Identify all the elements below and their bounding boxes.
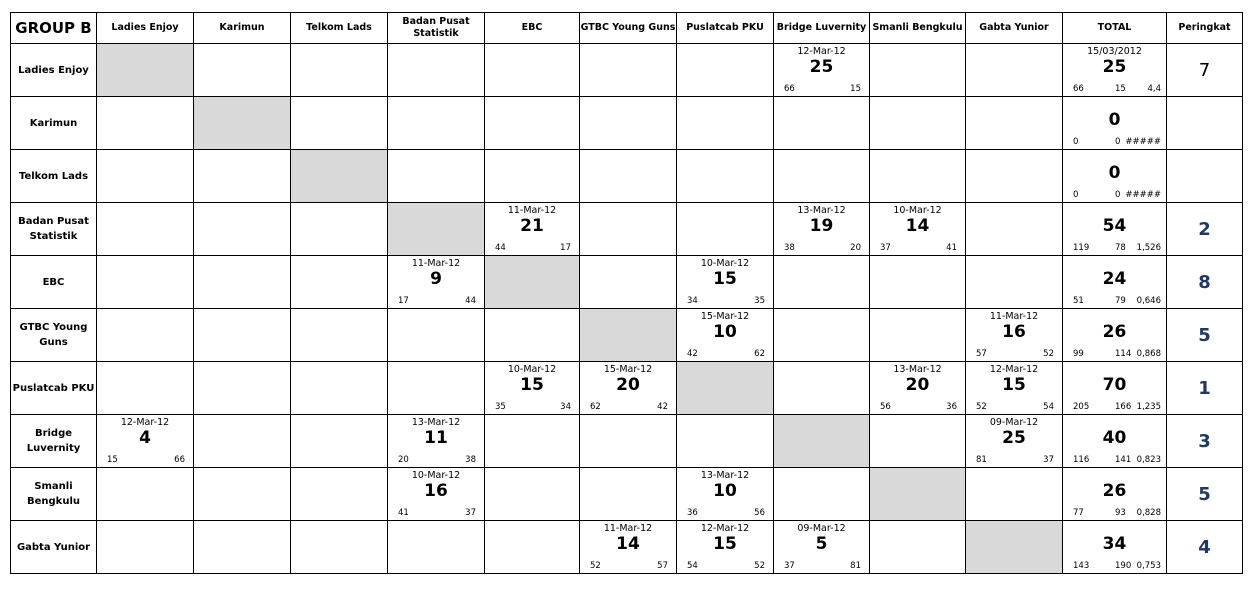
total-cell: [1063, 97, 1167, 150]
match-cell: [966, 468, 1063, 521]
column-header: Telkom Lads: [291, 13, 388, 44]
match-cell: [194, 203, 291, 256]
total-ratio: 1,235: [1136, 402, 1161, 412]
total-points-for: 116: [1073, 455, 1090, 465]
match-cell: [677, 521, 774, 574]
match-cell: [291, 256, 388, 309]
match-points-for: 20: [398, 455, 409, 465]
match-points-for: 36: [687, 508, 698, 518]
total-ratio: 0,753: [1136, 561, 1161, 571]
match-points-for: 41: [398, 508, 409, 518]
match-cell: [291, 468, 388, 521]
match-cell: [966, 150, 1063, 203]
match-cell: [774, 256, 870, 309]
match-points-for: 42: [687, 349, 698, 359]
total-points-against: 0: [1115, 190, 1121, 200]
match-cell: [774, 150, 870, 203]
match-date: 09-Mar-12: [989, 417, 1039, 428]
rank-cell: 5: [1167, 468, 1243, 521]
match-cell: [97, 468, 194, 521]
match-cell: [580, 362, 677, 415]
table-row: [11, 44, 1243, 97]
total-points-for: 0: [1073, 137, 1079, 147]
match-points-for: 66: [784, 84, 795, 94]
total-points-for: 66: [1073, 84, 1084, 94]
match-cell: [870, 362, 966, 415]
match-cell: [966, 362, 1063, 415]
total-ratio: 0,868: [1136, 349, 1161, 359]
column-header: Badan Pusat Statistik: [388, 13, 485, 44]
self-match-cell: [580, 309, 677, 362]
row-team-name: GTBC Young Guns: [11, 309, 97, 362]
match-score: 14: [616, 534, 640, 554]
table-row: [11, 362, 1243, 415]
match-cell: [580, 44, 677, 97]
match-cell: [485, 309, 580, 362]
match-date: 10-Mar-12: [700, 258, 750, 269]
match-points-for: 62: [590, 402, 601, 412]
match-points-against: 56: [754, 508, 765, 518]
match-cell: [194, 468, 291, 521]
match-cell: [870, 150, 966, 203]
match-points-against: 52: [1043, 349, 1054, 359]
column-header: Gabta Yunior: [966, 13, 1063, 44]
total-cell: [1063, 521, 1167, 574]
match-score: 16: [424, 481, 448, 501]
match-cell: [485, 44, 580, 97]
row-team-name: Smanli Bengkulu: [11, 468, 97, 521]
match-score: 25: [809, 57, 834, 77]
match-points-for: 37: [880, 243, 891, 253]
total-cell: [1063, 150, 1167, 203]
total-score: 70: [1102, 375, 1127, 395]
match-cell: [388, 415, 485, 468]
match-cell: [677, 468, 774, 521]
match-points-against: 66: [174, 455, 185, 465]
total-points-for: 77: [1073, 508, 1084, 518]
row-team-name: Puslatcab PKU: [11, 362, 97, 415]
self-match-cell: [677, 362, 774, 415]
self-match-cell: [870, 468, 966, 521]
total-points-for: 99: [1073, 349, 1084, 359]
match-cell: [580, 521, 677, 574]
match-cell: [966, 44, 1063, 97]
match-points-against: 34: [560, 402, 571, 412]
match-cell: [677, 415, 774, 468]
match-date: 10-Mar-12: [411, 470, 461, 481]
total-score: 24: [1102, 269, 1127, 289]
match-score: 11: [424, 428, 448, 448]
match-points-for: 52: [976, 402, 987, 412]
self-match-cell: [388, 203, 485, 256]
match-cell: [870, 256, 966, 309]
match-points-for: 37: [784, 561, 795, 571]
total-score: 40: [1102, 428, 1127, 448]
match-score: 21: [520, 216, 544, 236]
total-score: 0: [1108, 163, 1121, 183]
match-cell: [388, 468, 485, 521]
match-date: 13-Mar-12: [411, 417, 461, 428]
self-match-cell: [291, 150, 388, 203]
group-title: GROUP B: [11, 13, 97, 44]
total-points-against: 190: [1115, 561, 1132, 571]
match-score: 15: [520, 375, 544, 395]
total-ratio: 0,828: [1136, 508, 1161, 518]
match-cell: [677, 44, 774, 97]
match-cell: [966, 203, 1063, 256]
match-date: 13-Mar-12: [700, 470, 750, 481]
table-row: [11, 256, 1243, 309]
match-date: 13-Mar-12: [893, 364, 942, 375]
match-score: 4: [139, 428, 151, 448]
total-header: TOTAL: [1063, 13, 1167, 44]
total-points-against: 166: [1115, 402, 1132, 412]
match-score: 20: [905, 375, 930, 395]
column-header: EBC: [485, 13, 580, 44]
self-match-cell: [97, 44, 194, 97]
table-row: [11, 203, 1243, 256]
match-cell: [485, 150, 580, 203]
total-points-against: 141: [1115, 455, 1132, 465]
total-cell: [1063, 468, 1167, 521]
match-score: 16: [1002, 322, 1026, 342]
total-score: 0: [1108, 110, 1121, 130]
match-cell: [291, 362, 388, 415]
match-cell: [194, 362, 291, 415]
match-points-against: 42: [657, 402, 668, 412]
match-cell: [870, 521, 966, 574]
rank-cell: 4: [1167, 521, 1243, 574]
match-cell: [774, 97, 870, 150]
match-cell: [485, 203, 580, 256]
total-score: 26: [1102, 481, 1127, 501]
match-cell: [194, 415, 291, 468]
column-header: Ladies Enjoy: [97, 13, 194, 44]
match-points-against: 52: [754, 561, 765, 571]
total-points-against: 114: [1115, 349, 1132, 359]
match-cell: [870, 44, 966, 97]
total-points-for: 51: [1073, 296, 1084, 306]
match-cell: [580, 256, 677, 309]
row-team-name: Telkom Lads: [11, 150, 97, 203]
match-date: 09-Mar-12: [797, 523, 846, 534]
total-points-against: 0: [1115, 137, 1121, 147]
match-points-for: 57: [976, 349, 987, 359]
match-points-against: 41: [946, 243, 957, 253]
rank-cell: 2: [1167, 203, 1243, 256]
match-date: 12-Mar-12: [989, 364, 1039, 375]
match-cell: [388, 256, 485, 309]
match-points-against: 81: [850, 561, 861, 571]
self-match-cell: [966, 521, 1063, 574]
total-score: 54: [1102, 216, 1127, 236]
match-cell: [485, 415, 580, 468]
match-points-against: 37: [465, 508, 476, 518]
match-cell: [580, 150, 677, 203]
table-row: [11, 415, 1243, 468]
match-cell: [580, 468, 677, 521]
total-ratio: 1,526: [1136, 243, 1161, 253]
match-cell: [388, 362, 485, 415]
total-ratio: 0,823: [1136, 455, 1161, 465]
match-points-against: 20: [850, 243, 861, 253]
row-team-name: Badan Pusat Statistik: [11, 203, 97, 256]
match-points-for: 44: [495, 243, 506, 253]
match-cell: [194, 44, 291, 97]
table-body: [11, 44, 1243, 574]
header-row: [11, 13, 1243, 44]
match-date: 15-Mar-12: [603, 364, 653, 375]
total-points-against: 93: [1115, 508, 1126, 518]
match-cell: [774, 468, 870, 521]
match-score: 25: [1002, 428, 1026, 448]
match-score: 20: [616, 375, 640, 395]
match-cell: [774, 309, 870, 362]
rank-cell: 1: [1167, 362, 1243, 415]
self-match-cell: [774, 415, 870, 468]
match-cell: [774, 203, 870, 256]
row-team-name: Bridge Luvernity: [11, 415, 97, 468]
match-cell: [291, 44, 388, 97]
column-header: GTBC Young Guns: [580, 13, 677, 44]
match-cell: [291, 521, 388, 574]
match-cell: [388, 44, 485, 97]
match-cell: [97, 362, 194, 415]
total-date: 15/03/2012: [1087, 46, 1142, 57]
match-cell: [677, 256, 774, 309]
match-cell: [485, 97, 580, 150]
total-ratio: 4,4: [1147, 84, 1161, 94]
match-cell: [580, 415, 677, 468]
match-points-for: 38: [784, 243, 795, 253]
match-cell: [97, 203, 194, 256]
total-ratio: 0,646: [1136, 296, 1161, 306]
match-date: 12-Mar-12: [700, 523, 750, 534]
total-points-for: 205: [1073, 402, 1090, 412]
match-cell: [485, 362, 580, 415]
match-score: 5: [815, 534, 828, 554]
standings-table: [10, 12, 1243, 574]
column-header: Smanli Bengkulu: [870, 13, 966, 44]
match-cell: [97, 256, 194, 309]
match-cell: [677, 309, 774, 362]
match-cell: [485, 521, 580, 574]
match-cell: [97, 521, 194, 574]
match-cell: [291, 309, 388, 362]
match-cell: [580, 97, 677, 150]
match-date: 11-Mar-12: [507, 205, 557, 216]
total-ratio: #####: [1125, 190, 1161, 200]
match-cell: [194, 309, 291, 362]
row-team-name: EBC: [11, 256, 97, 309]
match-date: 15-Mar-12: [700, 311, 750, 322]
match-cell: [291, 97, 388, 150]
match-cell: [291, 203, 388, 256]
match-cell: [966, 256, 1063, 309]
match-cell: [194, 256, 291, 309]
rank-cell: [1167, 150, 1243, 203]
total-score: 34: [1102, 534, 1127, 554]
match-score: 15: [713, 534, 737, 554]
total-cell: [1063, 309, 1167, 362]
match-points-for: 56: [880, 402, 891, 412]
match-score: 19: [809, 216, 834, 236]
match-date: 11-Mar-12: [603, 523, 653, 534]
match-points-against: 15: [850, 84, 861, 94]
table-row: [11, 150, 1243, 203]
match-date: 10-Mar-12: [507, 364, 557, 375]
total-points-against: 15: [1115, 84, 1126, 94]
match-cell: [388, 97, 485, 150]
match-cell: [870, 203, 966, 256]
total-points-for: 0: [1073, 190, 1079, 200]
match-points-against: 36: [946, 402, 957, 412]
table-row: [11, 97, 1243, 150]
rank-cell: 8: [1167, 256, 1243, 309]
rank-cell: 3: [1167, 415, 1243, 468]
total-cell: [1063, 362, 1167, 415]
match-points-for: 15: [107, 455, 118, 465]
self-match-cell: [194, 97, 291, 150]
match-date: 13-Mar-12: [797, 205, 846, 216]
match-score: 10: [713, 322, 737, 342]
rank-header: Peringkat: [1167, 13, 1243, 44]
match-score: 15: [713, 269, 737, 289]
match-points-for: 35: [495, 402, 506, 412]
match-points-for: 81: [976, 455, 987, 465]
match-cell: [677, 203, 774, 256]
rank-cell: [1167, 97, 1243, 150]
match-points-for: 34: [687, 296, 698, 306]
match-points-against: 17: [560, 243, 571, 253]
column-header: Karimun: [194, 13, 291, 44]
match-points-against: 57: [657, 561, 668, 571]
match-cell: [388, 150, 485, 203]
match-cell: [97, 415, 194, 468]
total-points-for: 143: [1073, 561, 1090, 571]
table-row: [11, 309, 1243, 362]
total-points-against: 79: [1115, 296, 1126, 306]
match-score: 9: [430, 269, 442, 289]
row-team-name: Karimun: [11, 97, 97, 150]
table-row: [11, 521, 1243, 574]
match-cell: [388, 521, 485, 574]
match-points-for: 54: [687, 561, 698, 571]
match-cell: [966, 97, 1063, 150]
column-header: Bridge Luvernity: [774, 13, 870, 44]
total-points-for: 119: [1073, 243, 1090, 253]
match-date: 12-Mar-12: [797, 46, 846, 57]
match-cell: [97, 150, 194, 203]
match-date: 12-Mar-12: [120, 417, 170, 428]
match-date: 11-Mar-12: [989, 311, 1039, 322]
match-points-against: 35: [754, 296, 765, 306]
table-row: [11, 468, 1243, 521]
row-team-name: Gabta Yunior: [11, 521, 97, 574]
match-cell: [97, 309, 194, 362]
match-cell: [677, 97, 774, 150]
match-cell: [774, 44, 870, 97]
total-cell: [1063, 415, 1167, 468]
total-score: 25: [1102, 57, 1127, 77]
self-match-cell: [485, 256, 580, 309]
total-cell: [1063, 44, 1167, 97]
rank-cell: 5: [1167, 309, 1243, 362]
match-score: 10: [713, 481, 737, 501]
match-points-for: 17: [398, 296, 409, 306]
match-cell: [966, 309, 1063, 362]
match-points-against: 54: [1043, 402, 1054, 412]
match-date: 11-Mar-12: [411, 258, 461, 269]
match-score: 14: [905, 216, 930, 236]
match-points-against: 38: [465, 455, 476, 465]
match-points-against: 44: [465, 296, 476, 306]
match-cell: [774, 521, 870, 574]
total-ratio: #####: [1125, 137, 1161, 147]
column-header: Puslatcab PKU: [677, 13, 774, 44]
match-points-against: 37: [1043, 455, 1054, 465]
match-cell: [966, 415, 1063, 468]
match-cell: [291, 415, 388, 468]
match-score: 15: [1002, 375, 1026, 395]
row-team-name: Ladies Enjoy: [11, 44, 97, 97]
total-score: 26: [1102, 322, 1127, 342]
match-cell: [194, 150, 291, 203]
match-cell: [870, 309, 966, 362]
match-cell: [870, 415, 966, 468]
total-points-against: 78: [1115, 243, 1126, 253]
match-date: 10-Mar-12: [893, 205, 942, 216]
rank-cell: 7: [1167, 44, 1243, 97]
match-cell: [97, 97, 194, 150]
match-cell: [485, 468, 580, 521]
match-cell: [388, 309, 485, 362]
match-points-for: 52: [590, 561, 601, 571]
match-cell: [870, 97, 966, 150]
match-points-against: 62: [754, 349, 765, 359]
total-cell: [1063, 203, 1167, 256]
total-cell: [1063, 256, 1167, 309]
match-cell: [580, 203, 677, 256]
match-cell: [194, 521, 291, 574]
match-cell: [774, 362, 870, 415]
match-cell: [677, 150, 774, 203]
